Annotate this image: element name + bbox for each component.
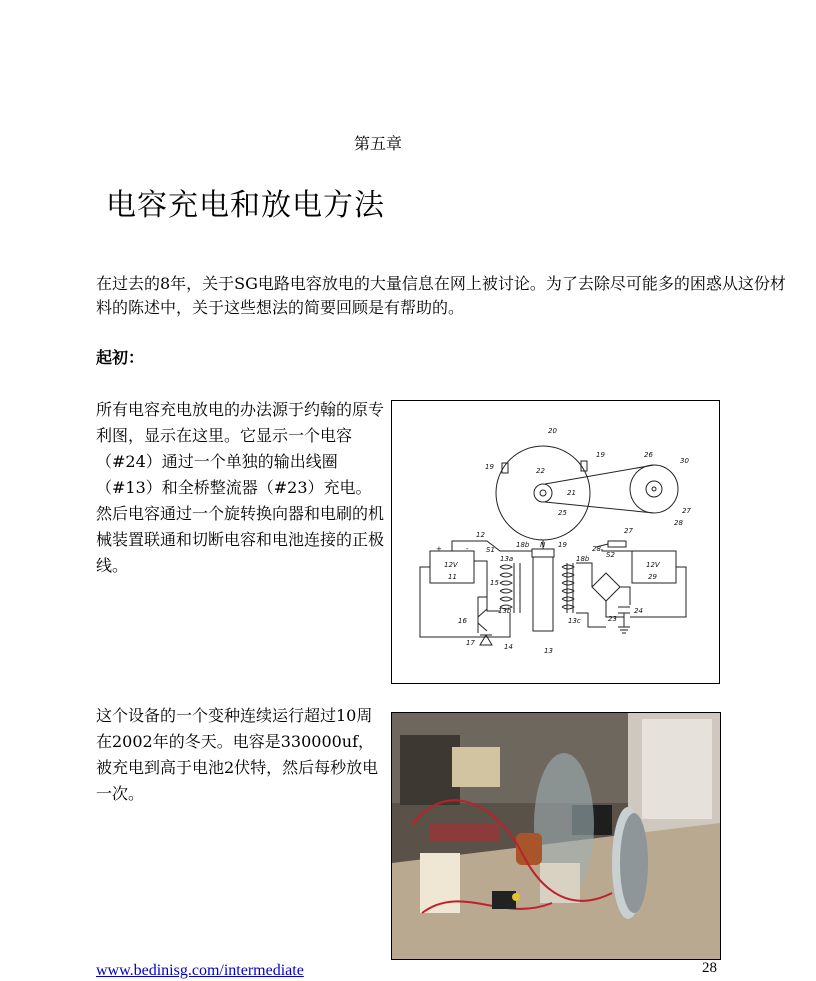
label-19c: 19 <box>558 541 567 549</box>
label-29: 29 <box>648 573 657 581</box>
label-16: 16 <box>458 617 467 625</box>
label-27a: 27 <box>682 507 691 515</box>
patent-diagram-svg <box>392 401 719 683</box>
label-17: 17 <box>466 639 475 647</box>
label-19b: 19 <box>596 451 605 459</box>
page-title: 电容充电和放电方法 <box>106 188 385 223</box>
label-26: 26 <box>644 451 653 459</box>
commutator-wheel <box>630 465 678 513</box>
paragraph-patent-description: 所有电容充电放电的办法源于约翰的原专利图，显示在这里。它显示一个电容（#24）通过一个单独的输出线圈（#13）和全桥整流器（#23）充电。然后电容通过一个旋转换向器和电刷的机械装置联通和切断电容和电池连接的正极线。 <box>96 400 385 575</box>
intro-paragraph: 在过去的8年，关于SG电路电容放电的大量信息在网上被讨论。为了去除尽可能多的困惑从这份材料的陈述中，关于这些想法的简要回顾是有帮助的。 <box>96 274 786 317</box>
label-19a: 19 <box>485 463 494 471</box>
label-12v-left: 12V <box>444 561 458 569</box>
label-S1: S1 <box>486 546 495 554</box>
label-13b: 13b <box>498 607 512 615</box>
label-30: 30 <box>680 457 689 465</box>
label-15: 15 <box>490 579 499 587</box>
label-20: 20 <box>548 427 557 435</box>
label-11: 11 <box>448 573 457 581</box>
footer-website-link[interactable]: www.bedinisg.com/intermediate <box>96 962 304 979</box>
label-22: 22 <box>536 467 545 475</box>
label-13a: 13a <box>500 555 514 563</box>
label-14: 14 <box>504 643 513 651</box>
label-21: 21 <box>567 489 576 497</box>
label-18b-top: 18b <box>516 541 530 549</box>
label-12: 12 <box>476 531 485 539</box>
bridge-rectifier <box>592 573 620 601</box>
paragraph-device-variant: 这个设备的一个变种连续运行超过10周在2002年的冬天。电容是330000uf，被充电到高于电池2伏特，然后每秒放电一次。 <box>96 706 379 803</box>
label-25: 25 <box>558 509 567 517</box>
chapter-label: 第五章 <box>354 134 403 153</box>
device-photo-figure <box>391 712 721 960</box>
label-24: 24 <box>634 607 643 615</box>
label-N: N <box>540 541 546 549</box>
label-S2: S2 <box>606 551 615 559</box>
device-photo-svg <box>392 713 720 959</box>
label-minus: - <box>466 545 469 553</box>
patent-diagram-figure <box>391 400 720 684</box>
label-13: 13 <box>544 647 553 655</box>
label-13c: 13c <box>568 617 581 625</box>
label-18b-right: 18b <box>576 555 590 563</box>
label-23: 23 <box>608 615 617 623</box>
label-12v-right: 12V <box>646 561 660 569</box>
page-number: 28 <box>702 960 717 976</box>
label-27b: 27 <box>624 527 633 535</box>
label-28b: 28 <box>592 545 601 553</box>
label-plus: + <box>436 545 442 553</box>
section-subheading: 起初： <box>96 348 145 367</box>
label-28a: 28 <box>674 519 683 527</box>
